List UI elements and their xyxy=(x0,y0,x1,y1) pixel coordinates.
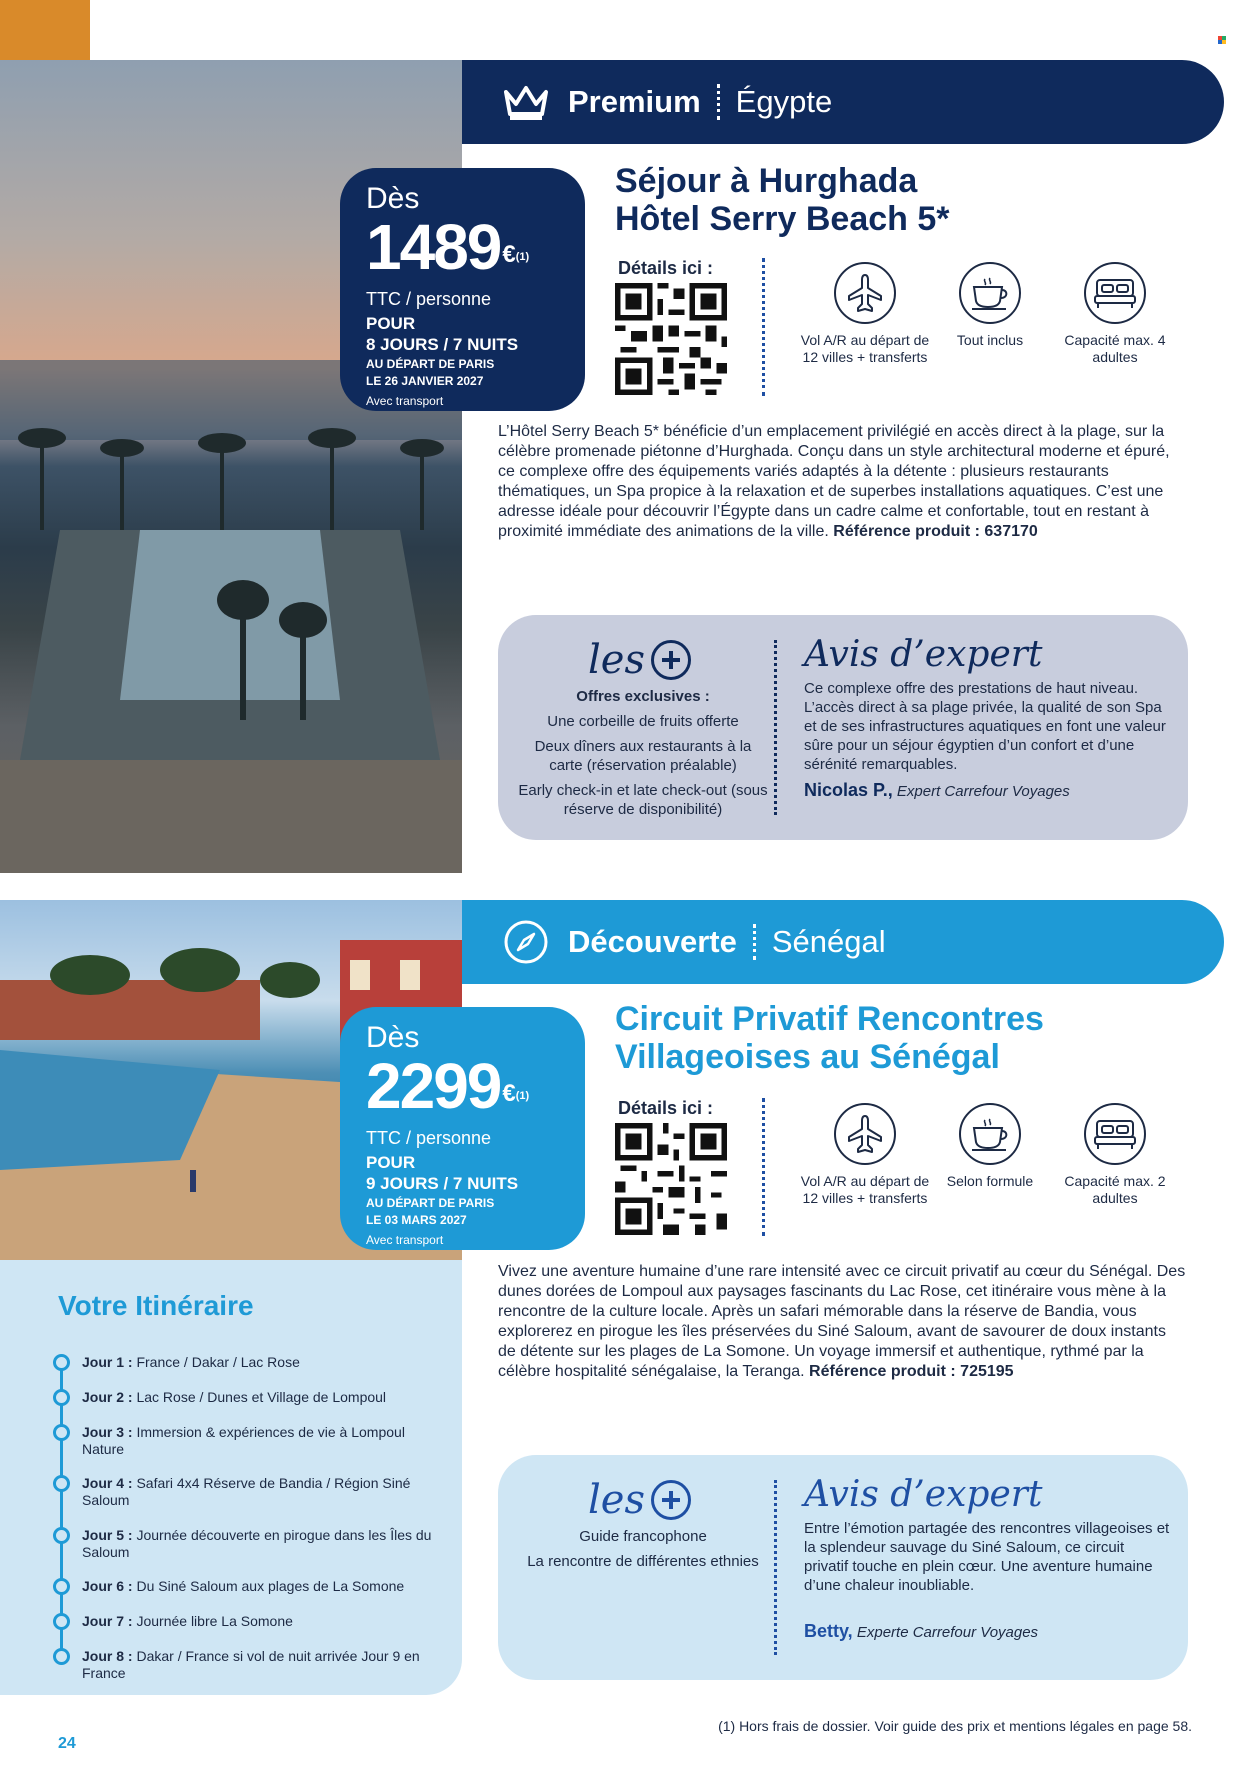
plane-icon xyxy=(834,1103,896,1165)
offer1-title-line1: Séjour à Hurghada xyxy=(615,162,918,200)
offer2-highlights-box xyxy=(498,1455,1188,1680)
offer2-title-line1: Circuit Privatif Rencontres xyxy=(615,1000,1044,1038)
price-value: 1489 xyxy=(366,211,501,283)
header-separator xyxy=(717,84,720,120)
price-prefix: Dès xyxy=(366,1021,420,1054)
day-label: Jour 6 : xyxy=(82,1578,133,1594)
flag-icon xyxy=(1218,36,1226,44)
les-plus-list xyxy=(518,1527,768,1571)
feature-capacity xyxy=(1050,1103,1180,1207)
trip-duration: 8 JOURS / 7 NUITS xyxy=(366,335,519,354)
expert-name: Nicolas P., xyxy=(804,780,893,800)
day-text: Lac Rose / Dunes et Village de Lompoul xyxy=(136,1389,387,1405)
les-plus-heading xyxy=(588,637,691,683)
expert-review-text: Ce complexe offre des prestations de haut niveau. L’accès direct à sa plage privée, la qualité de son Spa et de ses infrastructures aquatiques en font une valeur sûre pour un séjour égyptien d’un confort et d’une sérénité remarquables. xyxy=(804,680,1166,773)
qr-code-icon[interactable] xyxy=(615,283,727,395)
offer1-destination: Égypte xyxy=(735,84,833,119)
expert-role: Expert Carrefour Voyages xyxy=(896,783,1070,800)
offer1-qr-block[interactable] xyxy=(615,258,765,400)
offer2-header xyxy=(462,900,1224,984)
les-plus-item: La rencontre de différentes ethnies xyxy=(527,1553,759,1570)
itinerary-panel xyxy=(0,1260,462,1695)
cup-icon xyxy=(959,1103,1021,1165)
expert-signature xyxy=(804,780,1172,801)
price-note: (1) xyxy=(515,251,530,263)
les-plus-item: Deux dîners aux restaurants à la carte (réservation préalable) xyxy=(534,738,752,774)
offer1-title xyxy=(615,162,950,238)
offer1-highlights-box xyxy=(498,615,1188,840)
expert-review xyxy=(804,1475,1172,1642)
itinerary-day xyxy=(82,1578,432,1595)
expert-name: Betty, xyxy=(804,1621,853,1641)
les-plus-word: les xyxy=(588,1477,645,1523)
itinerary-day xyxy=(82,1648,432,1682)
expert-review-title: Avis d’expert xyxy=(804,1474,1043,1515)
feature-board xyxy=(925,1103,1055,1190)
day-label: Jour 2 : xyxy=(82,1389,133,1405)
departure-city: AU DÉPART DE PARIS xyxy=(366,1196,495,1210)
expert-signature xyxy=(804,1621,1172,1642)
day-text: Du Siné Saloum aux plages de La Somone xyxy=(136,1578,405,1594)
trip-duration: 9 JOURS / 7 NUITS xyxy=(366,1174,519,1193)
feature-capacity-text: Capacité max. 2 adultes xyxy=(1064,1173,1166,1206)
day-label: Jour 8 : xyxy=(82,1648,133,1664)
feature-flight-text: Vol A/R au départ de 12 villes + transferts xyxy=(800,1173,930,1206)
les-plus-word: les xyxy=(588,637,645,683)
offer1-title-line2: Hôtel Serry Beach 5* xyxy=(615,200,950,238)
offer2-price-box xyxy=(340,1007,585,1250)
timeline-dot xyxy=(53,1527,70,1544)
timeline-dot xyxy=(53,1613,70,1630)
offer2-title xyxy=(615,1000,1044,1076)
les-plus-heading-text: Offres exclusives : xyxy=(576,688,710,705)
plus-icon xyxy=(651,640,691,680)
offer2-reference: Référence produit : 725195 xyxy=(809,1363,1014,1380)
plus-icon xyxy=(651,1480,691,1520)
timeline-dot xyxy=(53,1648,70,1665)
les-plus-item: Guide francophone xyxy=(579,1528,707,1545)
feature-board xyxy=(925,262,1055,349)
feature-capacity xyxy=(1050,262,1180,366)
price-value: 2299 xyxy=(366,1050,501,1122)
itinerary-day xyxy=(82,1354,432,1371)
offer2-description-text: Vivez une aventure humaine d’une rare intensité avec ce circuit privatif au cœur du Sénégal. Des dunes dorées de Lompoul aux paysages fascinants du Lac Rose, cet itinéraire vous mène à la rencontre de la culture locale. Après un safari mémorable dans la réserve de Bandia, vous explorerez en pirogue les îles préservées du Siné Saloum, avant de savourer de doux instants de détente sur les plages de La Somone. Un voyage immersif et authentique, rythmé par la célèbre hospitalité sénégalaise, la Teranga. xyxy=(498,1263,1186,1380)
itinerary-day xyxy=(82,1613,432,1630)
day-text: France / Dakar / Lac Rose xyxy=(136,1354,300,1370)
header-separator xyxy=(753,924,756,960)
page-number: 24 xyxy=(58,1735,76,1752)
expert-review xyxy=(804,635,1172,801)
qr-label: Détails ici : xyxy=(618,1098,714,1118)
les-plus-heading xyxy=(588,1477,691,1523)
day-label: Jour 4 : xyxy=(82,1475,133,1491)
offer2-category: Découverte xyxy=(568,924,737,959)
feature-capacity-text: Capacité max. 4 adultes xyxy=(1064,332,1166,365)
itinerary-title: Votre Itinéraire xyxy=(58,1290,254,1321)
departure-date: LE 26 JANVIER 2027 xyxy=(366,374,484,388)
offer2-description xyxy=(498,1262,1186,1382)
currency: € xyxy=(502,241,516,268)
box-separator xyxy=(774,640,778,815)
day-text: Dakar / France si vol de nuit arrivée Jour 9 en France xyxy=(82,1648,420,1681)
feature-flight xyxy=(800,1103,930,1207)
expert-role: Experte Carrefour Voyages xyxy=(856,1624,1039,1641)
day-label: Jour 7 : xyxy=(82,1613,133,1629)
itinerary-day xyxy=(82,1475,432,1509)
price-unit: TTC / personne xyxy=(366,289,492,309)
itinerary-day xyxy=(82,1389,432,1406)
timeline-dot xyxy=(53,1578,70,1595)
offer2-qr-block[interactable] xyxy=(615,1098,765,1240)
bed-icon xyxy=(1084,262,1146,324)
price-note: (1) xyxy=(515,1090,530,1102)
qr-label: Détails ici : xyxy=(618,258,714,278)
price-unit: TTC / personne xyxy=(366,1128,492,1148)
day-label: Jour 1 : xyxy=(82,1354,133,1370)
offer1-description-text: L’Hôtel Serry Beach 5* bénéficie d’un emplacement privilégié en accès direct à la plage, sur la célèbre promenade piétonne d’Hurghada. Conçu dans un style architectural moderne et épuré, ce complexe offre des équipements variés adaptés à la détente : plusieurs restaurants thématiques, un Spa propice à la relaxation et de superbes installations aquatiques. C’est une adresse idéale pour découvrir l’Égypte dans un cadre calme et confortable, tout en restant à proximité immédiate des animations de la ville. xyxy=(498,423,1170,540)
offer2-destination: Sénégal xyxy=(771,924,886,959)
departure-date: LE 03 MARS 2027 xyxy=(366,1213,467,1227)
offer1-category: Premium xyxy=(568,84,701,119)
offer2-title-line2: Villageoises au Sénégal xyxy=(615,1038,1000,1076)
transport-note: Avec transport xyxy=(366,1233,444,1247)
compass-icon xyxy=(502,918,550,966)
currency: € xyxy=(502,1080,516,1107)
cup-icon xyxy=(959,262,1021,324)
day-text: Immersion & expériences de vie à Lompoul Nature xyxy=(82,1424,405,1457)
itinerary-day xyxy=(82,1424,432,1458)
timeline-dot xyxy=(53,1424,70,1441)
crown-icon xyxy=(502,78,550,126)
expert-review-text: Entre l’émotion partagée des rencontres villageoises et la splendeur sauvage du Siné Saloum, ce circuit privatif touche en plein cœur. Une aventure humaine d’une chaleur inoubliable. xyxy=(804,1520,1170,1594)
feature-board-text: Selon formule xyxy=(946,1173,1034,1189)
day-label: Jour 5 : xyxy=(82,1527,133,1543)
itinerary-day xyxy=(82,1527,432,1561)
offer1-reference: Référence produit : 637170 xyxy=(833,523,1038,540)
day-text: Safari 4x4 Réserve de Bandia / Région Siné Saloum xyxy=(82,1475,411,1508)
timeline-dot xyxy=(53,1475,70,1492)
departure-city: AU DÉPART DE PARIS xyxy=(366,357,495,371)
transport-note: Avec transport xyxy=(366,394,444,408)
day-text: Journée découverte en pirogue dans les Îles du Saloum xyxy=(82,1527,432,1560)
les-plus-item: Une corbeille de fruits offerte xyxy=(547,713,739,730)
price-for: POUR xyxy=(366,1153,416,1172)
qr-code-icon[interactable] xyxy=(615,1123,727,1235)
price-amount xyxy=(366,1050,565,1127)
price-for: POUR xyxy=(366,314,416,333)
les-plus-list xyxy=(518,687,768,819)
plane-icon xyxy=(834,262,896,324)
day-label: Jour 3 : xyxy=(82,1424,133,1440)
offer1-price-box xyxy=(340,168,585,411)
expert-review-title: Avis d’expert xyxy=(804,634,1043,675)
price-amount xyxy=(366,211,565,288)
feature-board-text: Tout inclus xyxy=(956,332,1024,348)
offer1-description xyxy=(498,422,1186,542)
bed-icon xyxy=(1084,1103,1146,1165)
timeline-dot xyxy=(53,1354,70,1371)
qr-separator xyxy=(762,1098,766,1236)
qr-separator xyxy=(762,258,766,396)
box-separator xyxy=(774,1480,778,1655)
feature-flight xyxy=(800,262,930,366)
timeline-dot xyxy=(53,1389,70,1406)
feature-flight-text: Vol A/R au départ de 12 villes + transferts xyxy=(800,332,930,365)
price-prefix: Dès xyxy=(366,182,420,215)
offer1-header xyxy=(462,60,1224,144)
day-text: Journée libre La Somone xyxy=(136,1613,293,1629)
les-plus-item: Early check-in et late check-out (sous réserve de disponibilité) xyxy=(518,782,768,818)
legal-footnote: (1) Hors frais de dossier. Voir guide des prix et mentions légales en page 58. xyxy=(718,1718,1192,1734)
